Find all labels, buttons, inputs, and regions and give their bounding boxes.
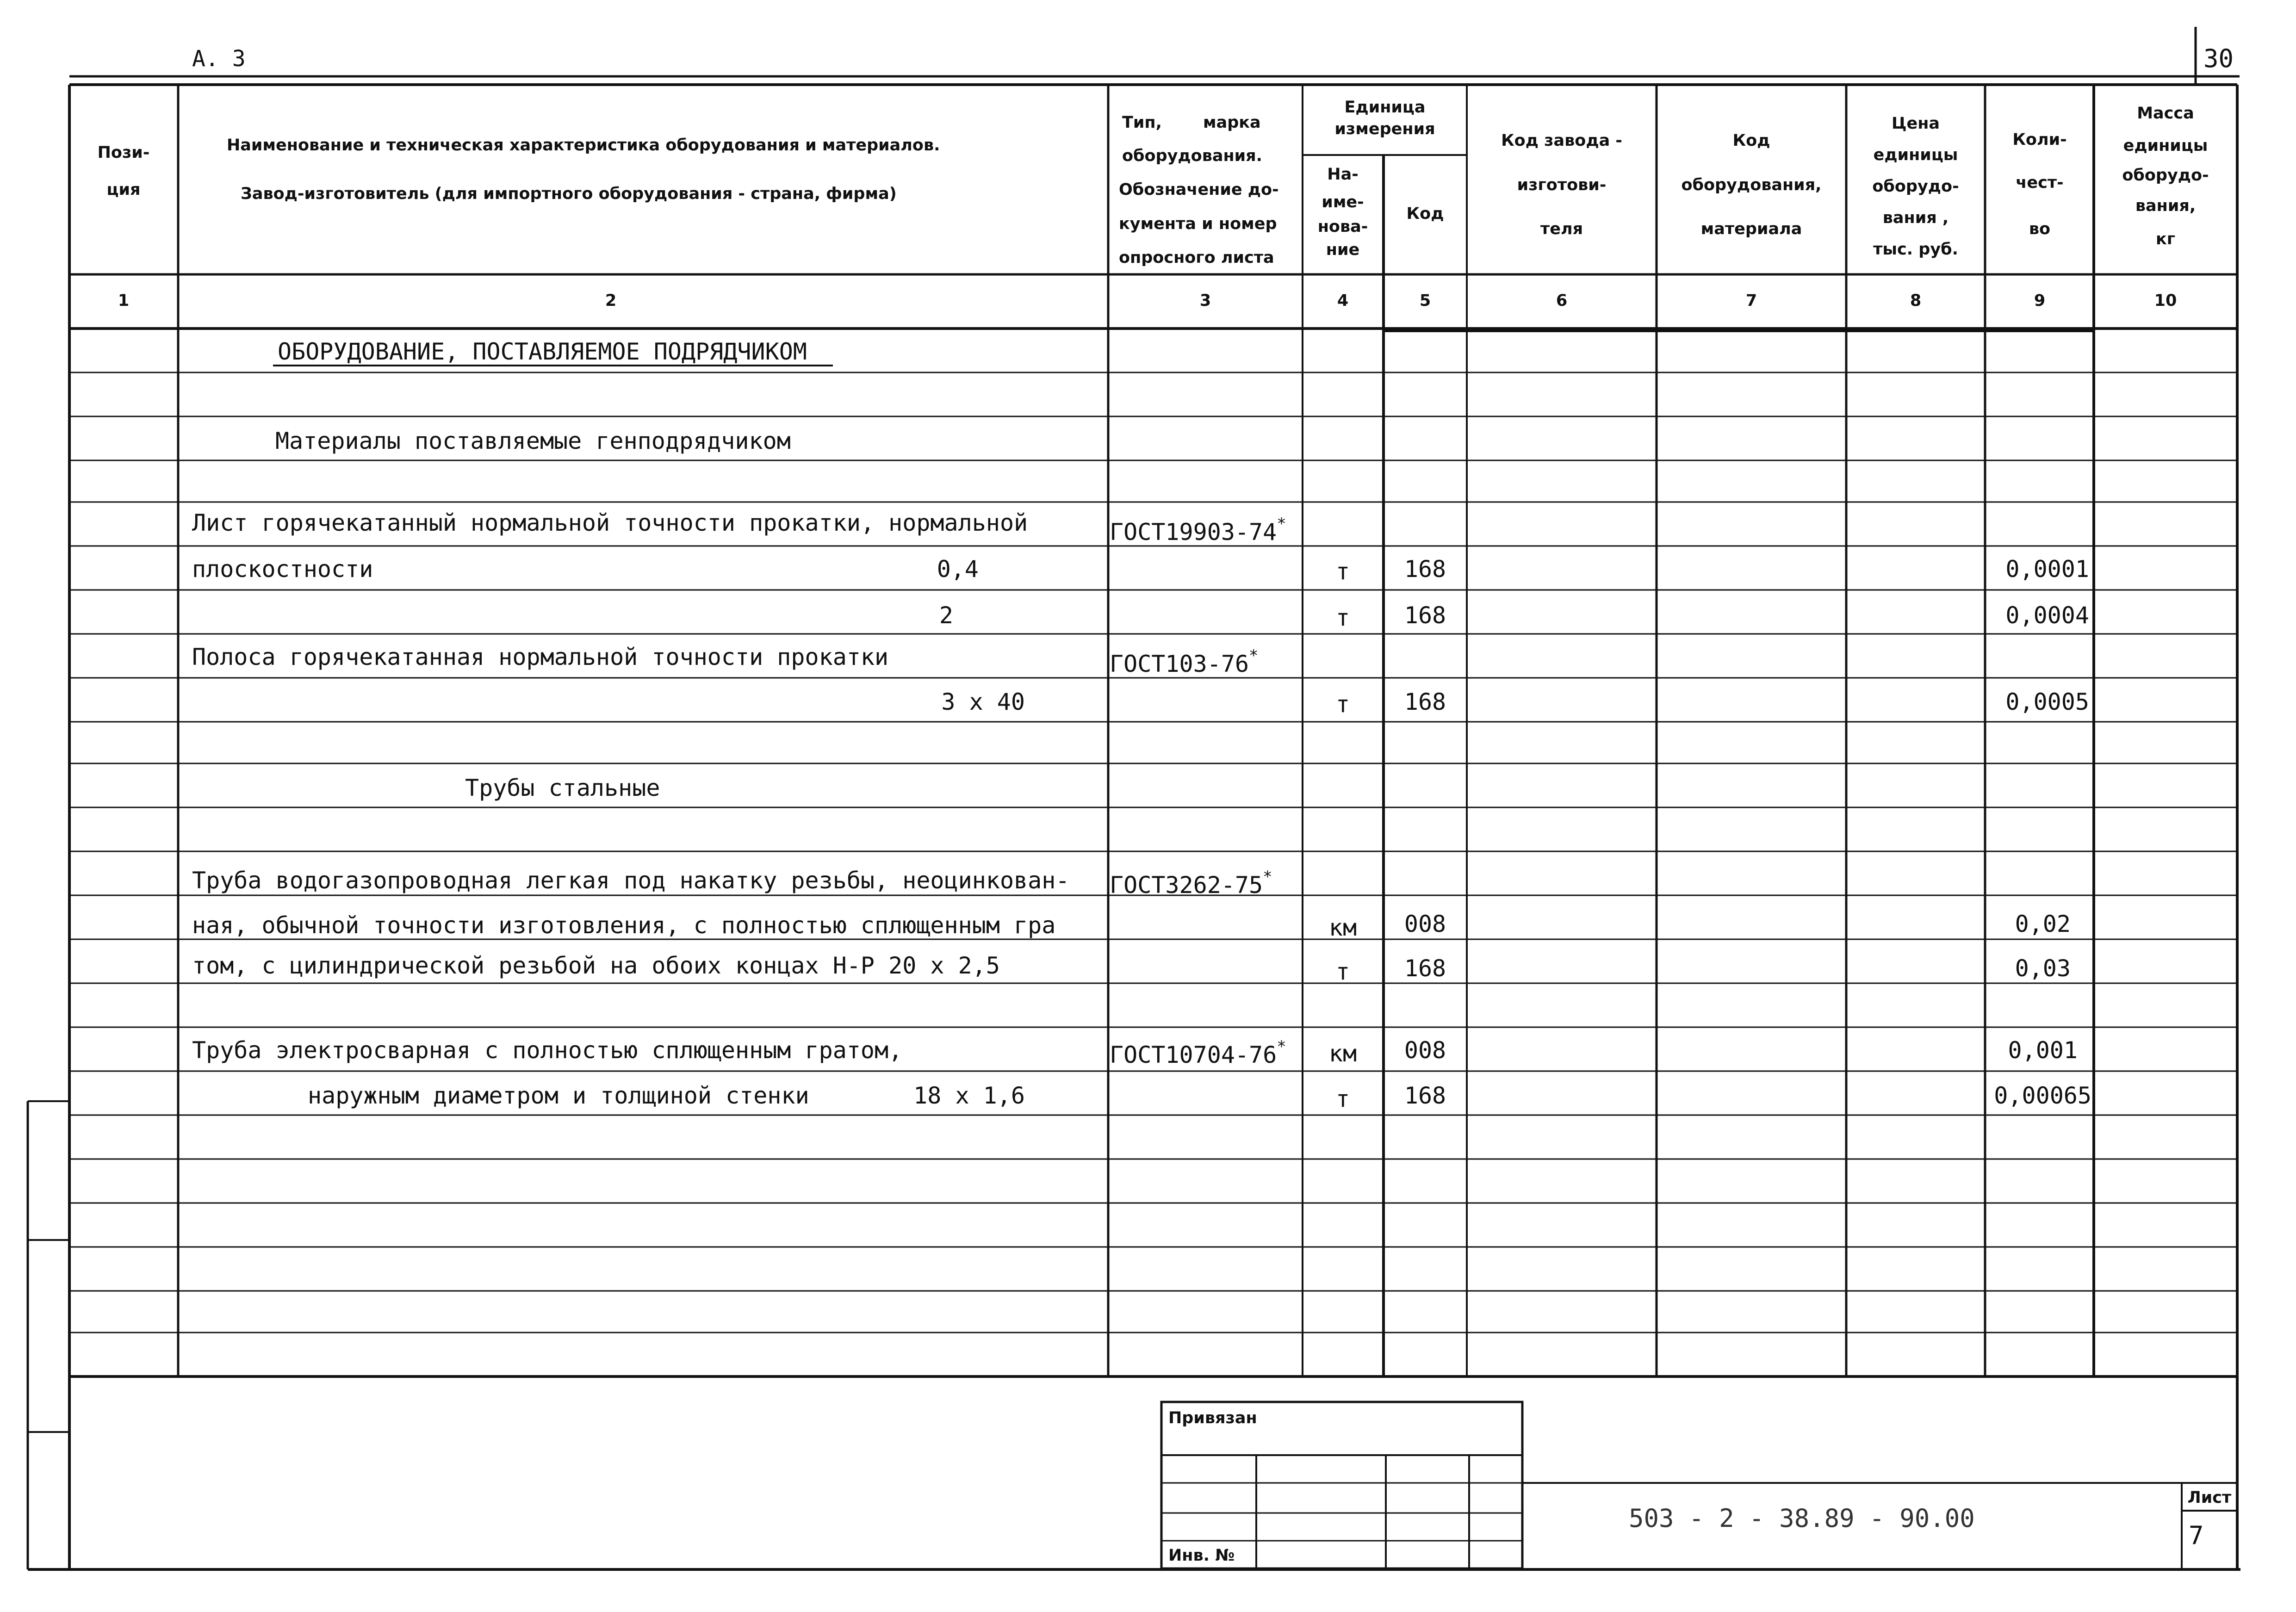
item-document: ГОСТ10704-76*: [1110, 1037, 1286, 1068]
item-quantity: 0,001: [2008, 1037, 2078, 1064]
section-title: ОБОРУДОВАНИЕ, ПОСТАВЛЯЕМОЕ ПОДРЯДЧИКОМ: [278, 338, 807, 365]
item-unit: т: [1335, 958, 1350, 985]
item-name-line: Труба электросварная с полностью сплющенным гратом,: [192, 1037, 903, 1064]
stamp-tied-label: Привязан: [1168, 1409, 1257, 1427]
header-price-line3: оборудо-: [1872, 177, 1959, 196]
header-mass-line1: Масса: [2137, 104, 2194, 123]
item-name-line: Полоса горячекатанная нормальной точности прокатки: [192, 644, 889, 670]
item-name-line: том, с цилиндрической резьбой на обоих концах Н-Р 20 х 2,5: [192, 952, 1000, 979]
header-type-line5: опросного листа: [1119, 248, 1274, 267]
header-quantity-line1: Коли-: [2012, 130, 2067, 149]
item-size: 2: [939, 602, 953, 629]
item-name-line: ная, обычной точности изготовления, с полностью сплющенным гра: [192, 912, 1056, 939]
column-number: 8: [1910, 291, 1922, 310]
item-unit: км: [1328, 1040, 1357, 1067]
header-position-line1: Пози-: [97, 143, 150, 162]
column-number: 4: [1337, 291, 1349, 310]
item-unit-code: 008: [1404, 1037, 1446, 1064]
header-name-line1: Наименование и техническая характеристика оборудования и материалов.: [227, 136, 940, 155]
header-factory-line1: Код завода -: [1501, 131, 1622, 150]
album-label: А. 3: [192, 46, 246, 72]
header-mass-line2: единицы: [2123, 136, 2208, 155]
item-name-line: Труба водогазопроводная легкая под накатку резьбы, неоцинкован-: [192, 867, 1070, 894]
header-units-line2: измерения: [1334, 120, 1435, 138]
header-unit-name-line3: нова-: [1317, 217, 1368, 236]
item-quantity: 0,0004: [2005, 602, 2089, 629]
header-unit-name-line1: На-: [1327, 165, 1359, 184]
header-mass-line4: вания,: [2135, 197, 2196, 215]
header-price-line5: тыс. руб.: [1873, 240, 1958, 259]
column-number: 1: [118, 291, 130, 310]
item-document: ГОСТ103-76*: [1110, 646, 1259, 677]
item-unit-code: 008: [1404, 911, 1446, 937]
header-price-line2: единицы: [1873, 146, 1958, 164]
document-code: 503 - 2 - 38.89 - 90.00: [1629, 1504, 1975, 1533]
item-name-line: плоскостности: [192, 556, 373, 583]
item-unit: т: [1335, 558, 1350, 585]
header-unit-code: Код: [1406, 205, 1444, 223]
header-price-line1: Цена: [1891, 114, 1940, 133]
item-unit-code: 168: [1404, 1082, 1446, 1109]
sheet-number: 7: [2189, 1521, 2204, 1550]
header-position-line2: ция: [106, 180, 141, 199]
materials-heading: Материалы поставляемые генподрядчиком: [275, 428, 791, 454]
header-type-line1b: марка: [1203, 113, 1261, 132]
column-number: 9: [2034, 291, 2046, 310]
item-unit-code: 168: [1404, 602, 1446, 629]
item-quantity: 0,02: [2015, 911, 2071, 937]
item-unit-code: 168: [1404, 688, 1446, 715]
header-name-line2: Завод-изготовитель (для импортного оборудования - страна, фирма): [241, 185, 897, 203]
header-type-line1: Тип,: [1122, 113, 1162, 132]
item-size: 0,4: [937, 556, 979, 583]
item-size: 18 х 1,6: [913, 1082, 1025, 1109]
header-units-line1: Единица: [1344, 98, 1426, 117]
header-mass-line5: кг: [2155, 230, 2176, 248]
item-quantity: 0,0001: [2005, 556, 2089, 583]
item-name-line: наружным диаметром и толщиной стенки: [308, 1082, 809, 1109]
header-equipment-code-line2: оборудования,: [1681, 176, 1822, 194]
header-equipment-code-line3: материала: [1700, 220, 1802, 238]
header-equipment-code-line1: Код: [1732, 131, 1770, 150]
column-number: 7: [1745, 291, 1757, 310]
header-quantity-line2: чест-: [2016, 174, 2064, 192]
header-price-line4: вания ,: [1882, 209, 1949, 227]
column-number: 3: [1199, 291, 1211, 310]
item-size: 3 х 40: [941, 688, 1025, 715]
header-type-line3: Обозначение до-: [1119, 180, 1279, 199]
item-document: ГОСТ3262-75*: [1110, 868, 1272, 899]
item-unit: т: [1335, 604, 1350, 631]
header-factory-line3: теля: [1540, 220, 1583, 238]
column-number: 6: [1556, 291, 1568, 310]
item-unit-code: 168: [1404, 955, 1446, 982]
item-unit: км: [1328, 914, 1357, 941]
header-quantity-line3: во: [2029, 220, 2051, 238]
page-number: 30: [2203, 44, 2234, 73]
column-number: 2: [605, 291, 617, 310]
item-unit: т: [1335, 1085, 1350, 1112]
item-unit-code: 168: [1404, 556, 1446, 583]
item-name-line: Лист горячекатанный нормальной точности прокатки, нормальной: [192, 509, 1028, 536]
header-type-line2: оборудования.: [1122, 147, 1262, 165]
column-number: 10: [2154, 291, 2177, 310]
header-unit-name-line2: име-: [1322, 193, 1364, 211]
item-quantity: 0,03: [2015, 955, 2071, 982]
item-unit: т: [1335, 691, 1350, 718]
header-factory-line2: изготови-: [1517, 176, 1607, 194]
header-type-line4: кумента и номер: [1119, 215, 1277, 233]
item-quantity: 0,00065: [1994, 1082, 2091, 1109]
header-unit-name-line4: ние: [1326, 241, 1360, 259]
item-quantity: 0,0005: [2005, 688, 2089, 715]
sheet-label: Лист: [2187, 1488, 2232, 1507]
column-number: 5: [1419, 291, 1431, 310]
header-mass-line3: оборудо-: [2122, 166, 2209, 185]
item-document: ГОСТ19903-74*: [1110, 515, 1286, 546]
pipes-heading: Трубы стальные: [465, 775, 660, 801]
stamp-inventory-label: Инв. №: [1168, 1546, 1235, 1565]
